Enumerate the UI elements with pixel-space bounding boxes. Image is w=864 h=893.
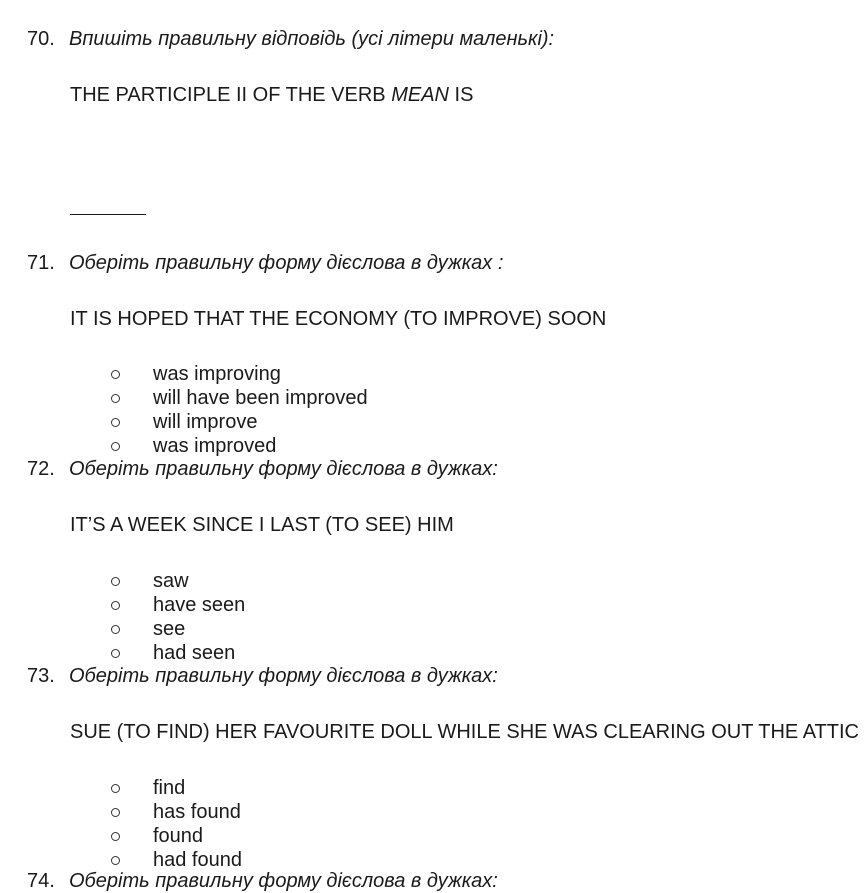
option-label: saw (153, 570, 189, 592)
question-instruction: Впишіть правильну відповідь (усі літери маленькі): (69, 28, 555, 50)
question-prompt (70, 84, 473, 107)
answer-option[interactable] (0, 777, 864, 801)
question-header (27, 665, 498, 688)
option-label: find (153, 777, 186, 799)
answer-option[interactable] (0, 435, 864, 459)
answer-option[interactable] (0, 642, 864, 666)
prompt-text-end: IS (448, 84, 474, 106)
question-instruction: Оберіть правильну форму дієслова в дужках: (69, 665, 498, 687)
radio-bullet-icon[interactable] (111, 418, 120, 427)
radio-bullet-icon[interactable] (111, 601, 120, 610)
radio-bullet-icon[interactable] (111, 784, 120, 793)
answer-option[interactable] (0, 387, 864, 411)
question-instruction: Оберіть правильну форму дієслова в дужках: (69, 458, 498, 480)
option-label: will improve (153, 411, 258, 433)
answer-blank[interactable] (70, 214, 146, 215)
question-number: 71. (27, 252, 55, 274)
option-label: was improving (153, 363, 281, 385)
answer-option[interactable] (0, 363, 864, 387)
radio-bullet-icon[interactable] (111, 856, 120, 865)
question-number: 73. (27, 665, 55, 687)
option-label: has found (153, 801, 241, 823)
option-label: have seen (153, 594, 246, 616)
question-number: 72. (27, 458, 55, 480)
radio-bullet-icon[interactable] (111, 832, 120, 841)
answer-option[interactable] (0, 825, 864, 849)
option-label: see (153, 618, 186, 640)
answer-option[interactable] (0, 411, 864, 435)
radio-bullet-icon[interactable] (111, 442, 120, 451)
answer-option[interactable] (0, 801, 864, 825)
question-instruction: Оберіть правильну форму дієслова в дужках: (69, 870, 498, 892)
question-header (27, 252, 503, 275)
radio-bullet-icon[interactable] (111, 394, 120, 403)
answer-option[interactable] (0, 594, 864, 618)
radio-bullet-icon[interactable] (111, 808, 120, 817)
question-number: 70. (27, 28, 55, 50)
prompt-emphasis: MEAN (391, 84, 449, 106)
prompt-text: THE PARTICIPLE II OF THE VERB (70, 84, 392, 106)
option-label: will have been improved (153, 387, 368, 409)
radio-bullet-icon[interactable] (111, 649, 120, 658)
radio-bullet-icon[interactable] (111, 370, 120, 379)
answer-option[interactable] (0, 570, 864, 594)
option-label: had found (153, 849, 242, 871)
question-prompt: IT’S A WEEK SINCE I LAST (TO SEE) HIM (70, 514, 454, 536)
question-prompt: IT IS HOPED THAT THE ECONOMY (TO IMPROVE) SOON (70, 308, 607, 330)
question-74-header (27, 870, 498, 893)
option-label: found (153, 825, 204, 847)
question-header (27, 458, 498, 481)
answer-option[interactable] (0, 618, 864, 642)
question-header (27, 28, 554, 51)
radio-bullet-icon[interactable] (111, 625, 120, 634)
question-prompt: SUE (TO FIND) HER FAVOURITE DOLL WHILE SHE WAS CLEARING OUT THE ATTIC (70, 721, 859, 743)
question-number: 74. (27, 870, 55, 892)
option-label: was improved (153, 435, 277, 457)
option-label: had seen (153, 642, 236, 664)
question-instruction: Оберіть правильну форму дієслова в дужках : (69, 252, 504, 274)
radio-bullet-icon[interactable] (111, 577, 120, 586)
